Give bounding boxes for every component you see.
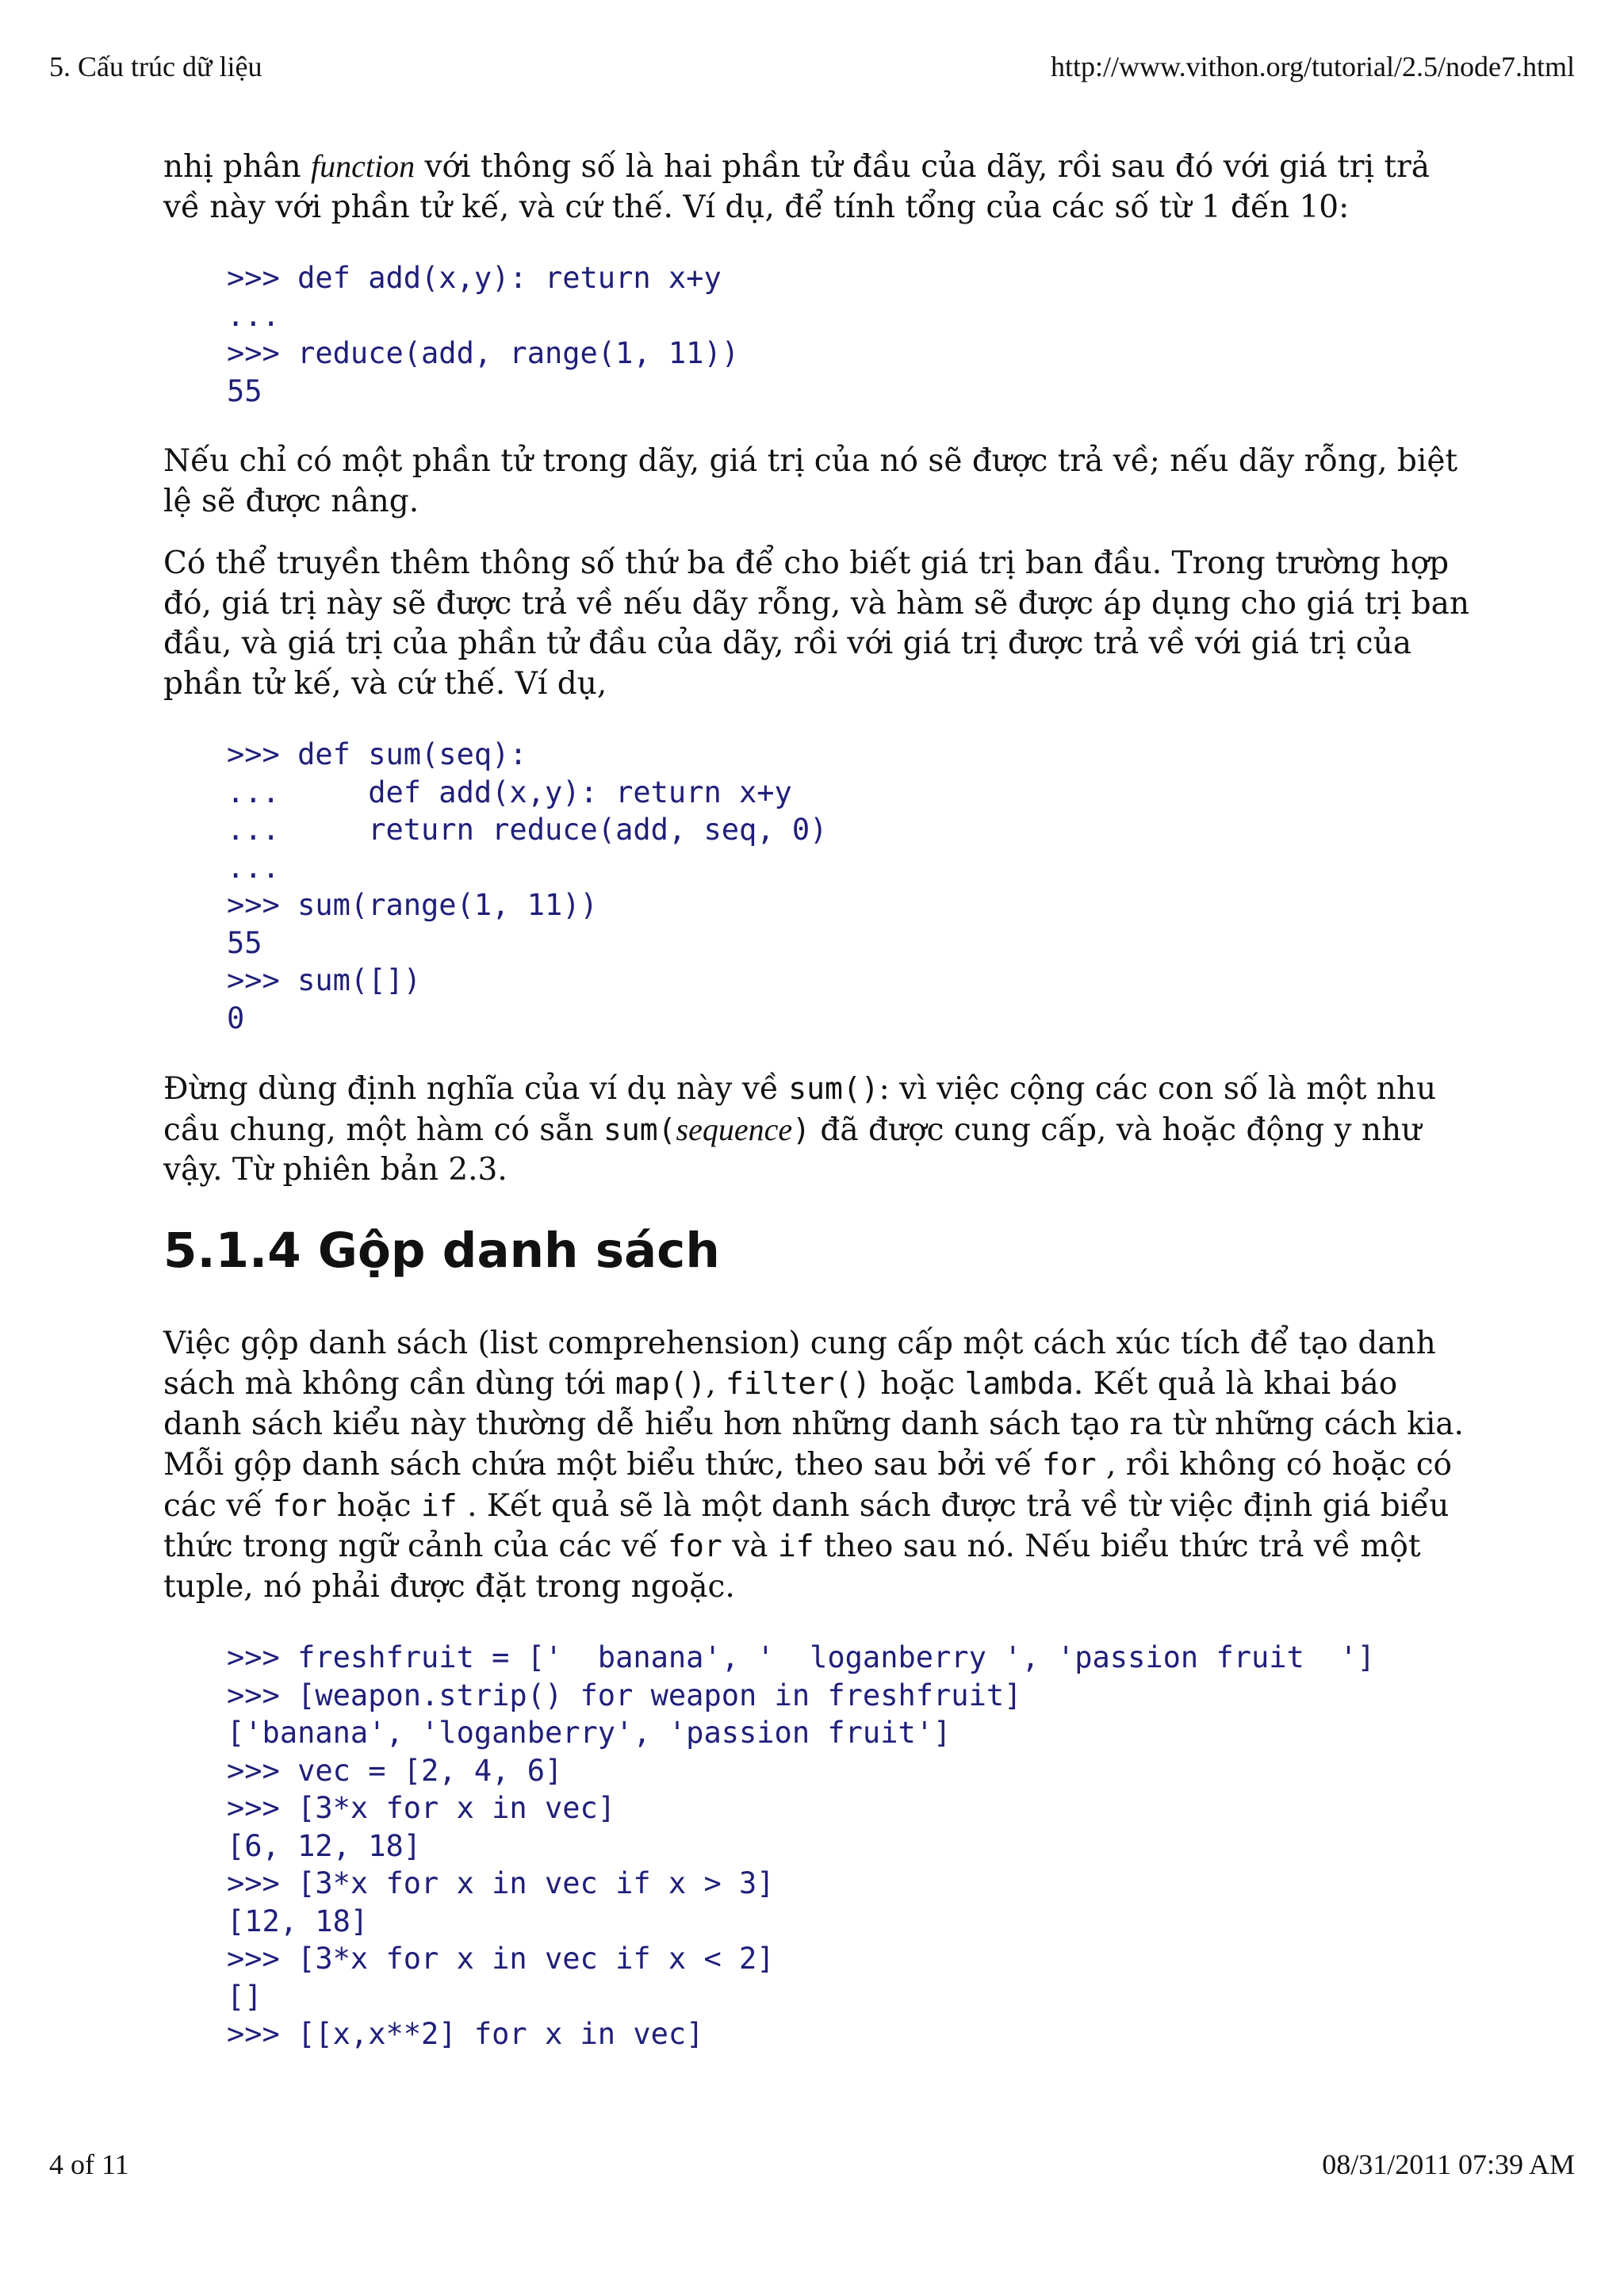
code-line: 55 (227, 373, 262, 408)
footer-datetime: 08/31/2011 07:39 AM (1322, 2149, 1575, 2180)
code-line: >>> sum(range(1, 11)) (227, 888, 598, 922)
inline-code: for (668, 1529, 722, 1563)
text: . Kết quả là khai báo danh sách kiểu này thường dễ hiểu hơn những danh sách tạo ra từ những cách kia. Mỗi gộp danh sách chứa một biểu thức, theo sau bởi vế (163, 1366, 1464, 1483)
paragraph-list-comprehension (163, 1324, 1472, 1608)
section-heading: 5.1.4 Gộp danh sách (163, 1222, 720, 1279)
inline-code: for (272, 1487, 327, 1523)
inline-code: if (420, 1487, 458, 1523)
text: Việc gộp danh sách (list comprehension) cung cấp một cách xúc tích để tạo danh sách mà không cần dùng tới (163, 1325, 1436, 1402)
text: . Kết quả sẽ là một danh sách được trả về từ việc định giá biểu thức trong ngữ cảnh của các vế (163, 1487, 1450, 1564)
text: nhị phân (163, 149, 311, 185)
code-line: >>> [weapon.strip() for weapon in freshfruit] (227, 1678, 1022, 1712)
paragraph-builtin-sum (163, 1069, 1472, 1191)
code-line: ... (227, 298, 280, 333)
text: hoặc (871, 1366, 965, 1402)
code-example-reduce (163, 259, 1472, 410)
paragraph-third-argument: Có thể truyền thêm thông số thứ ba để cho biết giá trị ban đầu. Trong trường hợp đó, giá trị này sẽ được trả về nếu dãy rỗng, và hàm sẽ được áp dụng cho giá trị ban đầu, và giá trị của phần tử đầu của dãy, rồi với giá trị được trả về với giá trị của phần tử kế, và cứ thế. Ví dụ, (163, 545, 1469, 702)
text: và (722, 1529, 778, 1564)
code-example-sum (163, 736, 1472, 1037)
paragraph-single-element: Nếu chỉ có một phần tử trong dãy, giá trị của nó sẽ được trả về; nếu dãy rỗng, biệt lệ sẽ được nâng. (163, 443, 1458, 519)
code-line: 55 (227, 925, 262, 960)
code-line: [6, 12, 18] (227, 1828, 422, 1863)
code-line: >>> vec = [2, 4, 6] (227, 1753, 563, 1788)
inline-code: map() (615, 1366, 707, 1401)
text: hoặc (327, 1487, 421, 1524)
code-line: >>> [3*x for x in vec] (227, 1791, 616, 1825)
code-example-list-comprehension (163, 1639, 1472, 2053)
text: với thông số là hai phần tử đầu của dãy, rồi sau đó với giá trị trả về này với phần tử kế, và cứ thế. Ví dụ, để tính tổng của các số từ 1 đến 10: (163, 149, 1430, 225)
code-line: ... def add(x,y): return x+y (227, 775, 792, 809)
code-line: ['banana', 'loganberry', 'passion fruit'] (227, 1716, 952, 1750)
code-line: >>> [[x,x**2] for x in vec] (227, 2017, 704, 2051)
inline-code: for (1041, 1447, 1097, 1482)
code-line: ... return reduce(add, seq, 0) (227, 813, 828, 847)
header-url: http://www.vithon.org/tutorial/2.5/node7.html (1051, 51, 1575, 82)
function-term: function (310, 148, 416, 184)
inline-code: sum() (788, 1071, 879, 1106)
sequence-term: sequence (676, 1111, 793, 1147)
code-line: [12, 18] (227, 1904, 369, 1938)
inline-code: sum( (603, 1112, 676, 1147)
code-line: >>> sum([]) (227, 963, 422, 997)
text: , (706, 1366, 726, 1402)
text: , rồi không có hoặc có các vế (163, 1447, 1453, 1524)
inline-code: if (777, 1529, 814, 1563)
code-line: >>> [3*x for x in vec if x < 2] (227, 1942, 775, 1976)
inline-code: lambda (964, 1366, 1074, 1401)
code-line: >>> freshfruit = [' banana', ' loganberry ', 'passion fruit '] (227, 1640, 1375, 1674)
footer-page-count: 4 of 11 (49, 2149, 129, 2180)
inline-code: ) (792, 1112, 810, 1147)
code-line: >>> reduce(add, range(1, 11)) (227, 336, 740, 370)
code-line: >>> [3*x for x in vec if x > 3] (227, 1866, 775, 1900)
document-body (163, 147, 1472, 2053)
code-line: >>> def sum(seq): (227, 737, 527, 771)
inline-code: filter() (726, 1366, 871, 1401)
text: đã được cung cấp, và hoặc động y như vậy. Từ phiên bản 2.3. (163, 1112, 1422, 1188)
code-line: >>> def add(x,y): return x+y (227, 261, 722, 295)
text: : vì việc cộng các con số là một nhu cầu chung, một hàm có sẵn (163, 1071, 1437, 1148)
paragraph-reduce-intro (163, 147, 1472, 228)
text: theo sau nó. Nếu biểu thức trả về một tuple, nó phải được đặt trong ngoặc. (163, 1529, 1421, 1605)
code-line: ... (227, 850, 280, 885)
header-title: 5. Cấu trúc dữ liệu (49, 51, 262, 82)
code-line: [] (227, 1979, 262, 2014)
text: Đừng dùng định nghĩa của ví dụ này về (163, 1071, 789, 1107)
code-line: 0 (227, 1001, 245, 1035)
